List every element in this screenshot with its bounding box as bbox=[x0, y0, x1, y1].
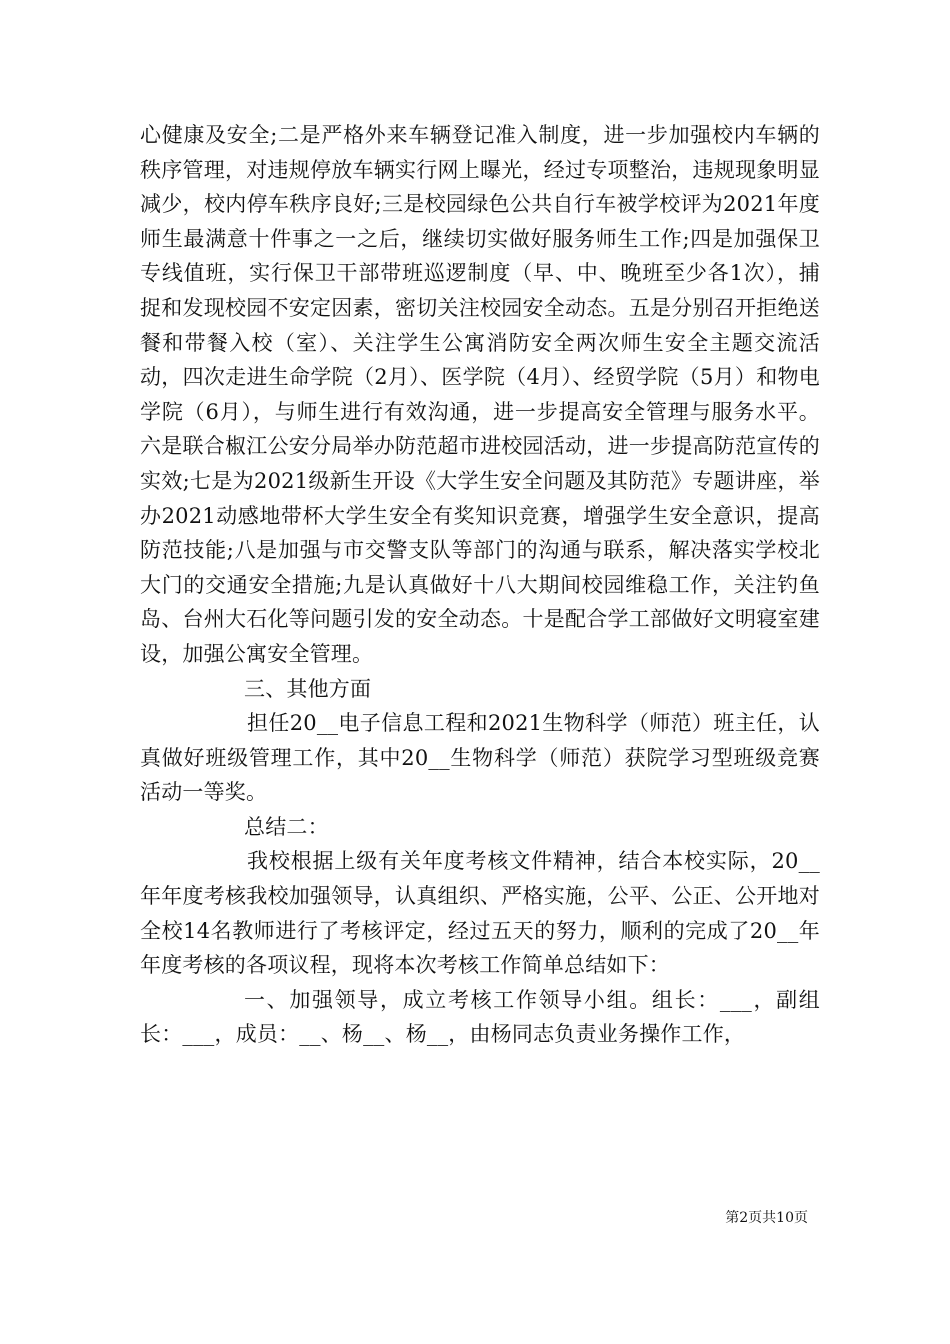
section-heading-other-aspects: 三、其他方面 bbox=[244, 676, 372, 701]
paragraph-safety-measures: 心健康及安全;二是严格外来车辆登记准入制度，进一步加强校内车辆的秩序管理，对违规停放车辆实行网上曝光，经过专项整治，违规现象明显减少，校内停车秩序良好;三是校园绿色公共自行车被学校评为2021年度师生最满意十件事之一之后，继续切实做好服务师生工作;四是加强保卫专线值班，实行保卫干部带班巡逻制度（早、中、晚班至少各1次），捕捉和发现校园不安定因素，密切关注校园安全动态。五是分别召开拒绝送餐和带餐入校（室）、关注学生公寓消防安全两次师生安全主题交流活动，四次走进生命学院（2月）、医学院（4月）、经贸学院（5月）和物电学院（6月），与师生进行有效沟通，进一步提高安全管理与服务水平。六是联合椒江公安分局举办防范超市进校园活动，进一步提高防范宣传的实效;七是为2021级新生开设《大学生安全问题及其防范》专题讲座，举办2021动感地带杯大学生安全有奖知识竞赛，增强学生安全意识，提高防范技能;八是加强与市交警支队等部门的沟通与联系，解决落实学校北大门的交通安全措施;九是认真做好十八大期间校园维稳工作，关注钓鱼岛、台州大石化等问题引发的安全动态。十是配合学工部做好文明寝室建设，加强公寓安全管理。 bbox=[140, 123, 820, 666]
page-footer bbox=[0, 1209, 950, 1227]
paragraph-class-teacher: 担任20__电子信息工程和2021生物科学（师范）班主任，认真做好班级管理工作，其中20__生物科学（师范）获院学习型班级竞赛活动一等奖。 bbox=[140, 711, 820, 805]
page-number: 第2页共10页 bbox=[725, 1210, 808, 1226]
document-body bbox=[140, 118, 820, 1052]
section-heading-summary-two: 总结二： bbox=[244, 814, 329, 839]
paragraph-assessment-intro: 我校根据上级有关年度考核文件精神，结合本校实际，20__年年度考核我校加强领导，认真组织、严格实施，公平、公正、公开地对全校14名教师进行了考核评定，经过五天的努力，顺利的完成了20__年年度考核的各项议程，现将本次考核工作简单总结如下： bbox=[140, 849, 820, 978]
paragraph-leadership-group: 一、加强领导，成立考核工作领导小组。组长：___，副组长：___，成员：__、杨__、杨__，由杨同志负责业务操作工作， bbox=[140, 987, 820, 1047]
